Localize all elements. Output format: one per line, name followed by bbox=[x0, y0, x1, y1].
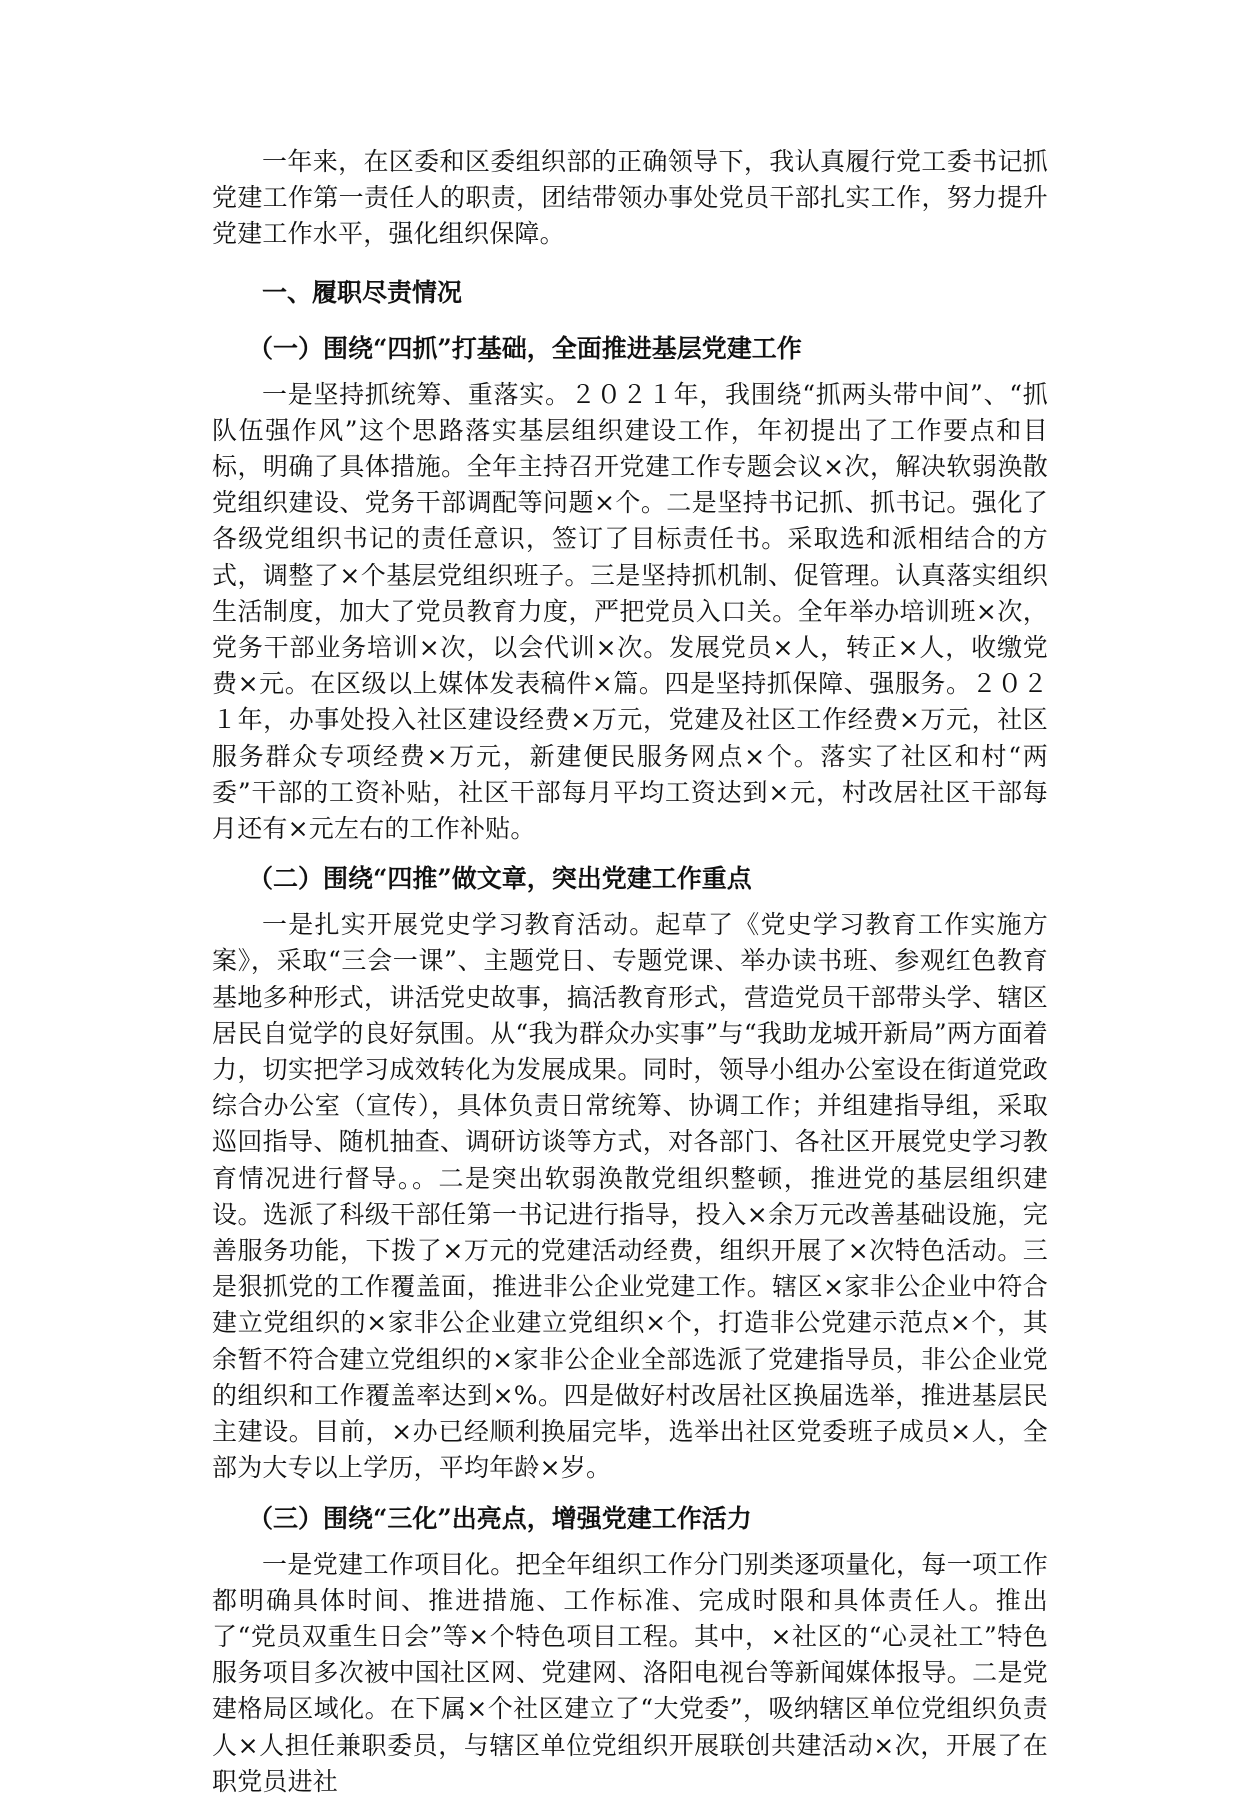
subsection-body-1: 一是坚持抓统筹、重落实。２０２１年，我围绕“抓两头带中间”、“抓队伍强作风”这个思路落实基层组织建设工作，年初提出了工作要点和目标，明确了具体措施。全年主持召开党建工作专题会议×次，解决软弱涣散党组织建设、党务干部调配等问题×个。二是坚持书记抓、抓书记。强化了各级党组织书记的责任意识，签订了目标责任书。采取选和派相结合的方式，调整了×个基层党组织班子。三是坚持抓机制、促管理。认真落实组织生活制度，加大了党员教育力度，严把党员入口关。全年举办培训班×次，党务干部业务培训×次，以会代训×次。发展党员×人，转正×人，收缴党费×元。在区级以上媒体发表稿件×篇。四是坚持抓保障、强服务。２０２１年，办事处投入社区建设经费×万元，党建及社区工作经费×万元，社区服务群众专项经费×万元，新建便民服务网点×个。落实了社区和村“两委”干部的工资补贴，社区干部每月平均工资达到×元，村改居社区干部每月还有×元左右的工作补贴。 bbox=[212, 379, 1048, 844]
subsection-body-3: 一是党建工作项目化。把全年组织工作分门别类逐项量化，每一项工作都明确具体时间、推进措施、工作标准、完成时限和具体责任人。推出了“党员双重生日会”等×个特色项目工程。其中，×社区的“心灵社工”特色服务项目多次被中国社区网、党建网、洛阳电视台等新闻媒体报导。二是党建格局区域化。在下属×个社区建立了“大党委”，吸纳辖区单位党组织负责人×人担任兼职委员，与辖区单位党组织开展联创共建活动×次，开展了在职党员进社 bbox=[212, 1549, 1048, 1796]
subsection-heading-3: （三）围绕“三化”出亮点，增强党建工作活力 bbox=[248, 1503, 752, 1533]
subsection-heading-2: （二）围绕“四推”做文章，突出党建工作重点 bbox=[248, 864, 752, 894]
subsection-body-2: 一是扎实开展党史学习教育活动。起草了《党史学习教育工作实施方案》，采取“三会一课”、主题党日、专题党课、举办读书班、参观红色教育基地多种形式，讲活党史故事，搞活教育形式，营造党员干部带头学、辖区居民自觉学的良好氛围。从“我为群众办实事”与“我助龙城开新局”两方面着力，切实把学习成效转化为发展成果。同时，领导小组办公室设在街道党政综合办公室（宣传），具体负责日常统筹、协调工作；并组建指导组，采取巡回指导、随机抽查、调研访谈等方式，对各部门、各社区开展党史学习教育情况进行督导。。二是突出软弱涣散党组织整顿，推进党的基层组织建设。选派了科级干部任第一书记进行指导，投入×余万元改善基础设施，完善服务功能，下拨了×万元的党建活动经费，组织开展了×次特色活动。三是狠抓党的工作覆盖面，推进非公企业党建工作。辖区×家非公企业中符合建立党组织的×家非公企业建立党组织×个，打造非公党建示范点×个，其余暂不符合建立党组织的×家非公企业全部选派了党建指导员，非公企业党的组织和工作覆盖率达到×%。四是做好村改居社区换届选举，推进基层民主建设。目前，×办已经顺利换届完毕，选举出社区党委班子成员×人，全部为大专以上学历，平均年龄×岁。 bbox=[212, 910, 1048, 1483]
intro-paragraph: 一年来，在区委和区委组织部的正确领导下，我认真履行党工委书记抓党建工作第一责任人的职责，团结带领办事处党员干部扎实工作，努力提升党建工作水平，强化组织保障。 bbox=[212, 147, 1048, 249]
subsection-heading-1: （一）围绕“四抓”打基础，全面推进基层党建工作 bbox=[248, 333, 802, 363]
section-heading-1: 一、履职尽责情况 bbox=[262, 277, 463, 307]
document-page bbox=[212, 144, 1048, 1800]
